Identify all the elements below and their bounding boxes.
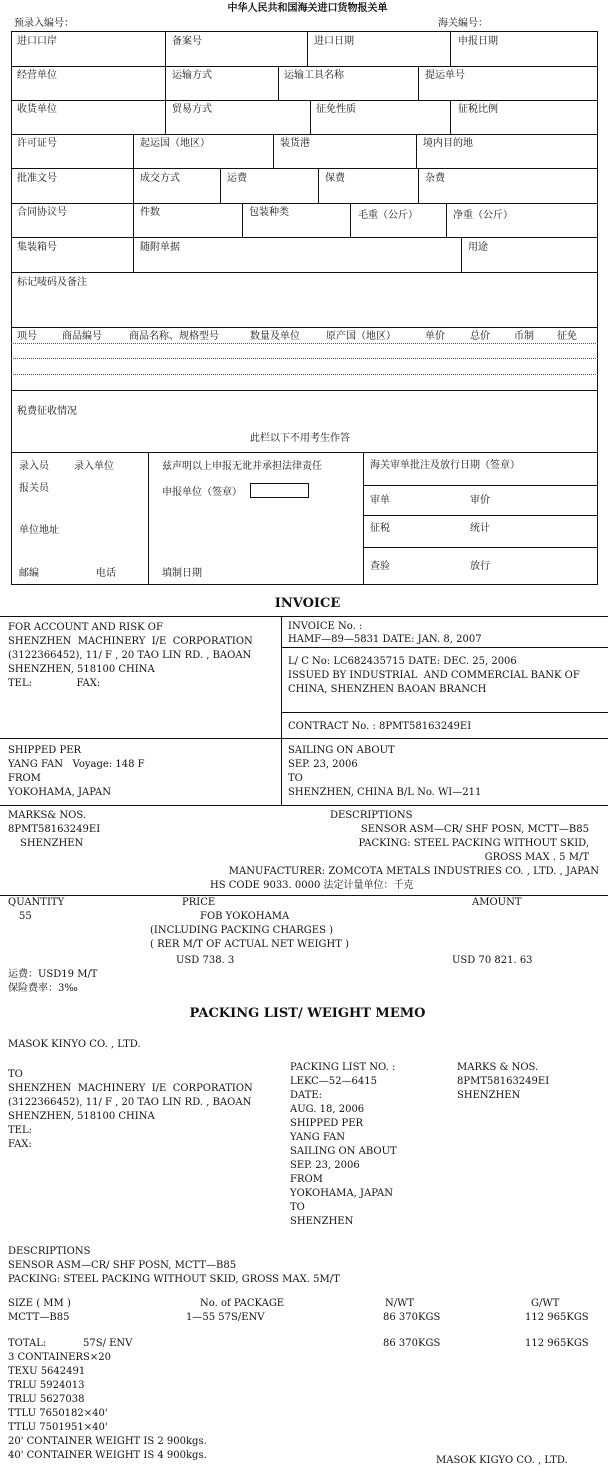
container-no-label: 集装箱号 (17, 242, 57, 253)
statistics-label: 统计 (470, 523, 490, 534)
seller-company: MASOK KINYO CO. , LTD. (8, 1039, 141, 1050)
net-weight-value: 86 370KGS (383, 1312, 441, 1323)
tax-status-label: 税费征收情况 (17, 406, 77, 417)
packing-marks: MARKS & NOS. 8PMT58163249EI SHENZHEN (457, 1062, 550, 1101)
postcode-label: 邮编 (19, 568, 39, 579)
package-count-header: No. of PACKAGE (200, 1298, 285, 1309)
marks-header: MARKS& NOS. (8, 810, 87, 821)
approval-no-label: 批准文号 (17, 173, 57, 184)
broker-label: 报关员 (19, 483, 49, 494)
invoice-no-value: HAMF—89—5831 DATE: JAN. 8, 2007 (288, 634, 482, 645)
customs-form-title: 中华人民共和国海关进口货物报关单 (227, 3, 388, 14)
commodity-name-header: 商品名称、规格型号 (129, 331, 219, 342)
quantity-header: QUANTITY (8, 897, 65, 908)
declare-unit-label: 申报单位（签章） (162, 487, 242, 498)
transport-mode-label: 运输方式 (172, 70, 212, 81)
import-port-label: 进口口岸 (17, 36, 57, 47)
quantity-unit-header: 数量及单位 (250, 331, 300, 342)
marks-city: SHENZHEN (20, 838, 84, 849)
record-no-label: 备案号 (172, 36, 202, 47)
insurance-label: 保费 (325, 173, 345, 184)
customs-form-frame (11, 31, 598, 585)
audit-label: 审价 (470, 495, 490, 506)
contract-no: CONTRACT No. : 8PMT58163249EI (288, 721, 472, 732)
account-block: FOR ACCOUNT AND RISK OF SHENZHEN MACHINERY I/E CORPORATION (3122366452), 11/ F , 20 TAO LIN RD. , BAOAN SHENZHEN, 518100 CHINA TEL: FAX: (8, 622, 253, 689)
exemption-nature-label: 征免性质 (316, 104, 356, 115)
operating-unit-label: 经营单位 (17, 70, 57, 81)
total-price-header: 总价 (470, 331, 490, 342)
exam-note: 此栏以下不用考生作答 (250, 433, 350, 444)
deal-mode-label: 成交方式 (140, 173, 180, 184)
description-line-2: PACKING: STEEL PACKING WITHOUT SKID, (358, 838, 589, 849)
entry-person-label: 录入员 (19, 461, 49, 472)
customs-no-label: 海关编号： (438, 18, 488, 29)
freight-rate: 运费：USD19 M/T (8, 969, 98, 980)
attached-docs-label: 随附单据 (140, 242, 180, 253)
pre-entry-no-label: 预录入编号： (14, 18, 74, 29)
marks-remarks-label: 标记唛码及备注 (17, 277, 87, 288)
marks-value: 8PMT58163249EI (8, 824, 101, 835)
total-gross-weight: 112 965KGS (525, 1338, 589, 1349)
package-count-value: 1—55 57S/ENV (186, 1312, 265, 1323)
total-packages: 57S/ ENV (83, 1338, 133, 1349)
invoice-no-label: INVOICE No. : (288, 621, 363, 632)
origin-country-label: 起运国（地区） (140, 138, 210, 149)
signature-company: MASOK KIGYO CO. , LTD. (436, 1455, 568, 1466)
gross-weight-label: 毛重（公斤） (358, 210, 418, 221)
consignee-block: TO SHENZHEN MACHINERY I/E CORPORATION (3122366452), 11/ F , 20 TAO LIN RD. , BAOAN SHENZHEN, 518100 CHINA TEL: FAX: (8, 1069, 253, 1150)
review-label: 审单 (370, 495, 390, 506)
packing-list-info: PACKING LIST NO. : LEKC—52—6415 DATE: AUG. 18, 2006 SHIPPED PER YANG FAN SAILING ON ABOUT SEP. 23, 2006 FROM YOKOHAMA, JAPAN TO SHENZHEN (290, 1062, 397, 1227)
price-header: PRICE (182, 897, 216, 908)
total-label: TOTAL: (8, 1338, 47, 1349)
size-value: MCTT—B85 (8, 1312, 70, 1323)
misc-fee-label: 杂费 (425, 173, 445, 184)
shipped-block: SHIPPED PER YANG FAN Voyage: 148 F FROM YOKOHAMA, JAPAN (8, 745, 145, 798)
commodity-code-header: 商品编号 (62, 331, 102, 342)
usage-label: 用途 (468, 242, 488, 253)
declare-date-label: 申报日期 (458, 36, 498, 47)
origin-header: 原产国（地区） (326, 331, 396, 342)
contract-no-label: 合同协议号 (17, 207, 67, 218)
tax2-label: 征税 (370, 523, 390, 534)
insurance-rate: 保险费率：3‰ (8, 983, 78, 994)
size-header: SIZE ( MM ) (8, 1298, 71, 1309)
gross-weight-header: G/WT (531, 1298, 560, 1309)
unit-price-value: USD 738. 3 (176, 955, 235, 966)
address-label: 单位地址 (19, 525, 59, 536)
phone-label: 电话 (96, 568, 116, 579)
declaration-statement: 兹声明以上申报无讹并承担法律责任 (162, 461, 322, 472)
entry-unit-label: 录入单位 (74, 461, 114, 472)
loading-port-label: 装货港 (280, 138, 310, 149)
bill-no-label: 提运单号 (425, 70, 465, 81)
description-line-3: GROSS MAX . 5 M/T (484, 852, 589, 863)
currency-header: 币制 (514, 331, 534, 342)
total-net-weight: 86 370KGS (383, 1338, 441, 1349)
unit-price-header: 单价 (425, 331, 445, 342)
package-type-label: 包装种类 (249, 207, 289, 218)
container-list: 3 CONTAINERS×20 TEXU 5642491 TRLU 5924013 TRLU 5627038 TTLU 7650182×40' TTLU 7501951×40' 20' CONTAINER WEIGHT IS 2 900kgs. 40' CONTAINER WEIGHT IS 4 900kgs. (8, 1352, 207, 1461)
freight-label: 运费 (227, 173, 247, 184)
packing-list-title: PACKING LIST/ WEIGHT MEMO (189, 1006, 426, 1021)
fob-term: FOB YOKOHAMA (200, 911, 290, 922)
approval-label: 海关审单批注及放行日期（签章） (370, 460, 520, 471)
net-weight-label: 净重（公斤） (453, 210, 513, 221)
release-label: 放行 (470, 561, 490, 572)
description-line-1: SENSOR ASM—CR/ SHF POSN, MCTT—B85 (360, 824, 589, 835)
license-no-label: 许可证号 (17, 138, 57, 149)
tax-ratio-label: 征税比例 (458, 104, 498, 115)
pieces-label: 件数 (140, 207, 160, 218)
hs-code-line: HS CODE 9033. 0000 法定计量单位：千克 (210, 880, 414, 891)
per-net-weight: ( RER M/T OF ACTUAL NET WEIGHT ) (150, 939, 349, 950)
packing-descriptions: DESCRIPTIONS SENSOR ASM—CR/ SHF POSN, MCTT—B85 PACKING: STEEL PACKING WITHOUT SKID, GROSS MAX. 5M/T (8, 1246, 340, 1285)
exemption-header: 征免 (557, 331, 577, 342)
item-no-header: 项号 (17, 331, 37, 342)
vessel-name-label: 运输工具名称 (284, 70, 344, 81)
sailing-block: SAILING ON ABOUT SEP. 23, 2006 TO SHENZHEN, CHINA B/L No. WI—211 (288, 745, 482, 798)
manufacturer-line: MANUFACTURER: ZOMCOTA METALS INDUSTRIES CO. , LTD. , JAPAN (228, 866, 599, 877)
gross-weight-value: 112 965KGS (525, 1312, 589, 1323)
net-weight-header: N/WT (385, 1298, 415, 1309)
consignee-label: 收货单位 (17, 104, 57, 115)
destination-label: 境内目的地 (423, 138, 473, 149)
amount-value: USD 70 821. 63 (452, 955, 533, 966)
invoice-title: INVOICE (274, 596, 341, 611)
inspection-label: 查验 (370, 561, 390, 572)
seal-box (250, 483, 309, 498)
trade-mode-label: 贸易方式 (172, 104, 212, 115)
amount-header: AMOUNT (472, 897, 522, 908)
import-date-label: 进口日期 (314, 36, 354, 47)
fill-date-label: 填制日期 (162, 568, 202, 579)
lc-block: L/ C No: LC682435715 DATE: DEC. 25, 2006 ISSUED BY INDUSTRIAL AND COMMERCIAL BANK OF CHINA, SHENZHEN BAOAN BRANCH (288, 656, 580, 695)
quantity-value: 55 (19, 911, 32, 922)
including-packing: (INCLUDING PACKING CHARGES ) (150, 925, 334, 936)
descriptions-header: DESCRIPTIONS (330, 810, 413, 821)
